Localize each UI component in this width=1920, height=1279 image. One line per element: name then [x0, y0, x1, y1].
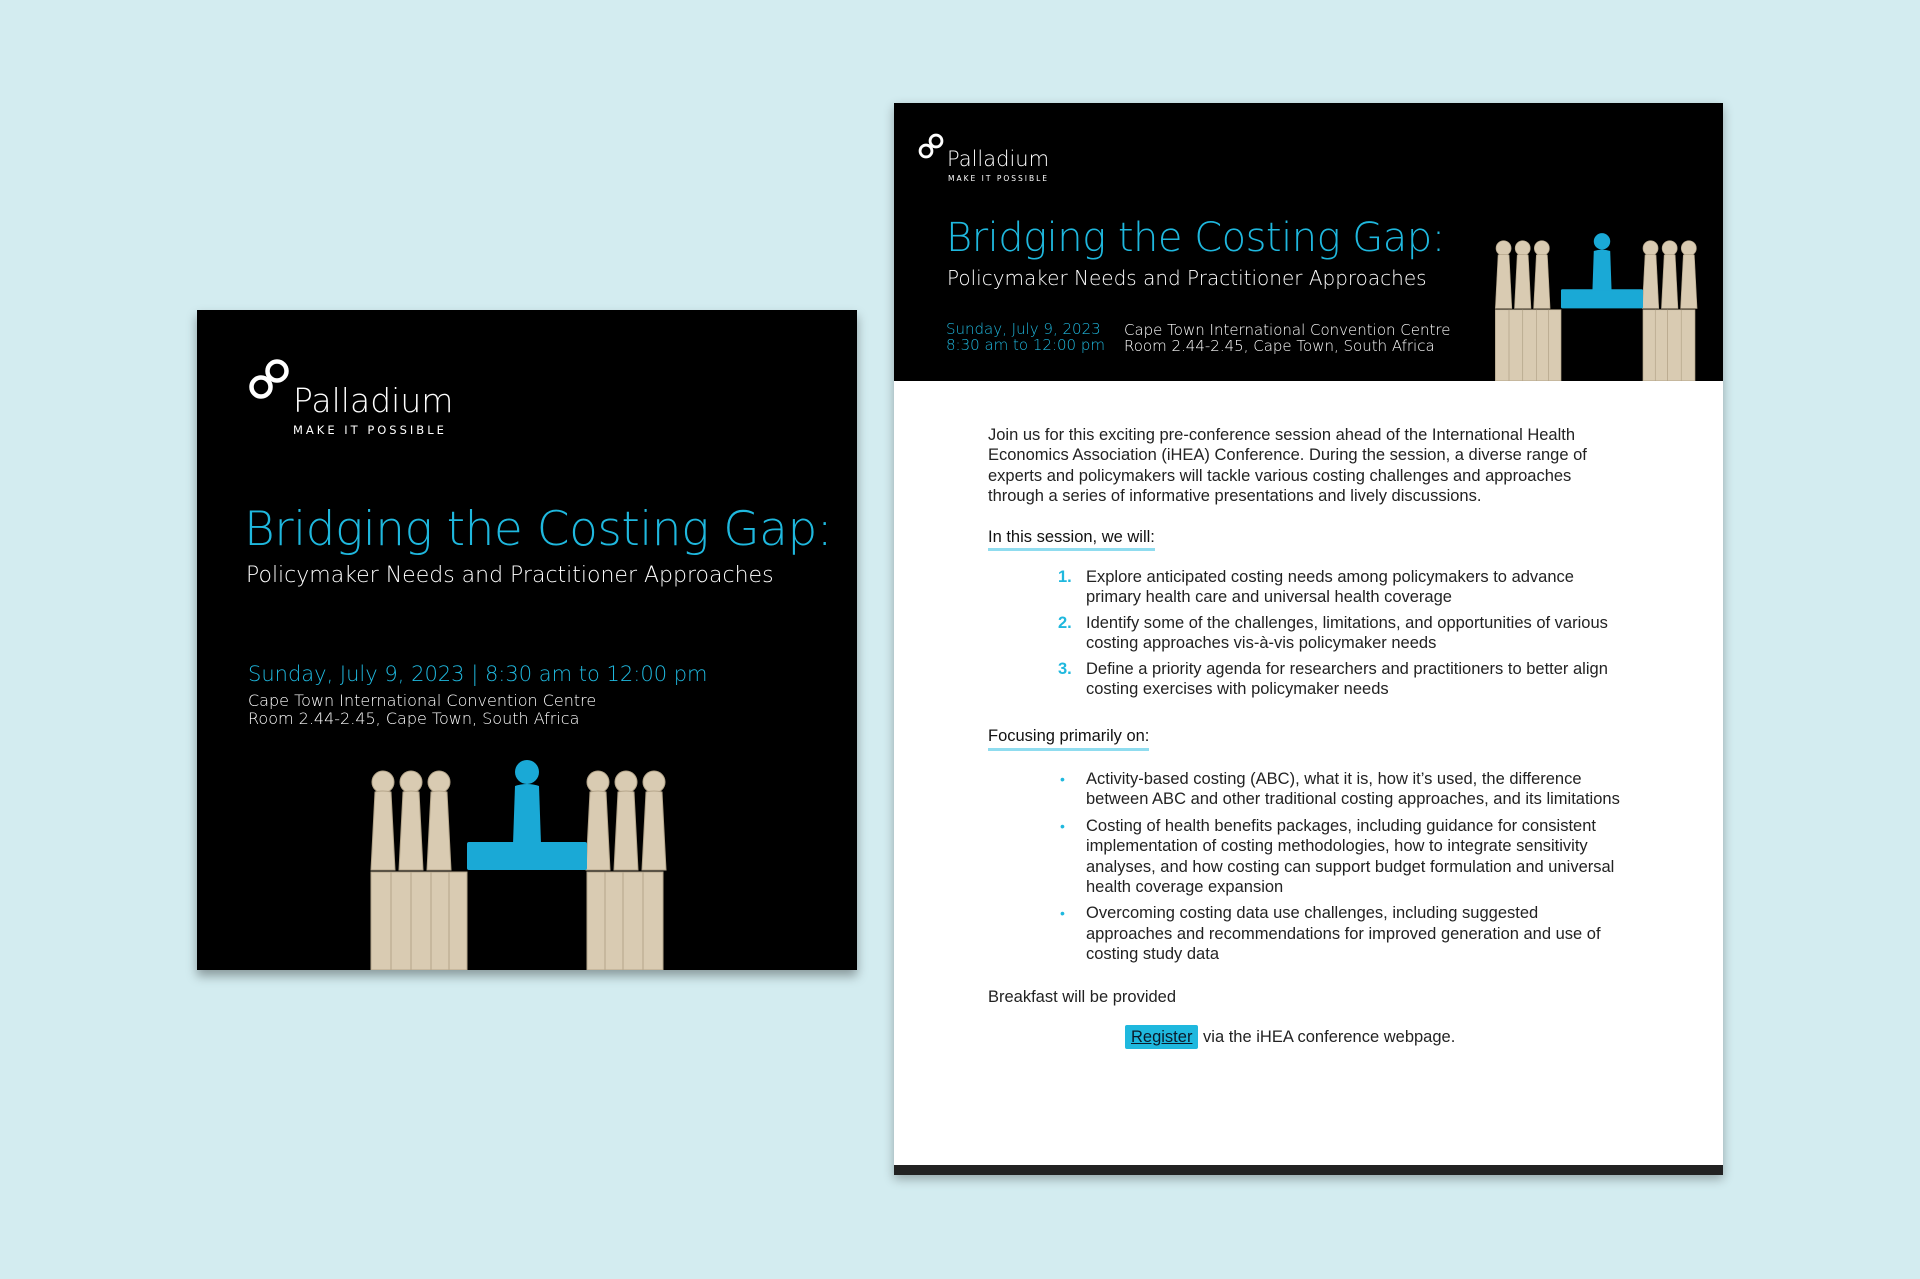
list-item	[988, 903, 1628, 964]
list-item-text: Activity-based costing (ABC), what it is, how it’s used, the difference between ABC and other traditional costing approaches, and its limitations	[1086, 769, 1620, 809]
list-item-text: Overcoming costing data use challenges, including suggested approaches and recommendations for improved generation and use of costing study data	[1086, 904, 1601, 964]
palladium-logo	[245, 355, 465, 435]
flyer-subtitle: Policymaker Needs and Practitioner Approaches	[947, 266, 1427, 290]
bullet-icon: •	[1060, 770, 1065, 787]
brand-wordmark: Palladium	[293, 381, 454, 420]
list-item	[988, 769, 1628, 810]
event-subtitle: Policymaker Needs and Practitioner Approaches	[246, 563, 774, 588]
bullet-icon: •	[1060, 817, 1065, 834]
session-heading: In this session, we will:	[988, 527, 1155, 551]
list-number: 3.	[1058, 659, 1072, 678]
palladium-logo-icon	[245, 355, 293, 403]
list-item	[988, 659, 1628, 700]
event-title: Bridging the Costing Gap:	[244, 502, 833, 557]
list-number: 2.	[1058, 613, 1072, 632]
brand-wordmark: Palladium	[947, 147, 1050, 171]
brand-tagline: MAKE IT POSSIBLE	[293, 423, 447, 437]
list-item	[988, 567, 1628, 608]
flyer-time-line: 8:30 am to 12:00 pm	[946, 336, 1105, 354]
flyer-title: Bridging the Costing Gap:	[946, 215, 1445, 261]
flyer-venue	[1124, 322, 1450, 354]
social-card	[197, 310, 857, 970]
list-number: 1.	[1058, 568, 1072, 587]
list-item-text: Identify some of the challenges, limitations, and opportunities of various costing approaches vis-à-vis policymaker needs	[1086, 613, 1608, 653]
list-item-text: Costing of health benefits packages, including guidance for consistent implementation of costing methodologies, how to integrate sensitivity analyses, and how costing can support budget formulation and universal health coverage expansion	[1086, 816, 1615, 896]
venue-line-2: Room 2.44-2.45, Cape Town, South Africa	[248, 709, 580, 728]
event-datetime: Sunday, July 9, 2023 | 8:30 am to 12:00 pm	[248, 662, 708, 686]
register-line	[988, 1027, 1628, 1047]
wooden-figures-illustration	[1494, 233, 1710, 381]
register-link[interactable]: Register	[1125, 1025, 1198, 1049]
event-venue	[248, 692, 596, 728]
palladium-logo-icon	[916, 131, 946, 161]
list-item	[988, 816, 1628, 898]
list-item-text: Define a priority agenda for researchers and practitioners to better align costing exercises with policymaker needs	[1086, 659, 1608, 699]
bullet-icon: •	[1060, 905, 1065, 922]
list-item-text: Explore anticipated costing needs among policymakers to advance primary health care and universal health coverage	[1086, 568, 1574, 607]
wooden-figures-illustration	[369, 760, 685, 970]
breakfast-note: Breakfast will be provided	[988, 987, 1177, 1006]
flyer-banner	[894, 103, 1723, 381]
venue-line-1: Cape Town International Convention Centre	[248, 691, 597, 710]
brand-tagline: MAKE IT POSSIBLE	[948, 174, 1050, 183]
venue-line-2: Room 2.44-2.45, Cape Town, South Africa	[1124, 337, 1435, 355]
flyer-date-line: Sunday, July 9, 2023	[946, 320, 1101, 338]
flyer-date	[946, 321, 1105, 353]
venue-line-1: Cape Town International Convention Centre	[1124, 321, 1451, 339]
flyer-body	[988, 425, 1628, 1047]
focus-heading: Focusing primarily on:	[988, 726, 1149, 750]
list-item	[988, 613, 1628, 654]
register-suffix: via the iHEA conference webpage.	[1198, 1027, 1456, 1046]
session-goals-list	[988, 567, 1628, 699]
intro-paragraph: Join us for this exciting pre-conference session ahead of the International Health Economics Association (iHEA) Conference. During the session, a diverse range of experts and policymakers will tackle various costing challenges and approaches through a series of informative presentations and lively discussions.	[988, 426, 1587, 506]
palladium-logo	[916, 131, 1056, 191]
event-flyer	[894, 103, 1723, 1175]
focus-list	[988, 769, 1628, 965]
flyer-footer-bar	[894, 1165, 1723, 1175]
